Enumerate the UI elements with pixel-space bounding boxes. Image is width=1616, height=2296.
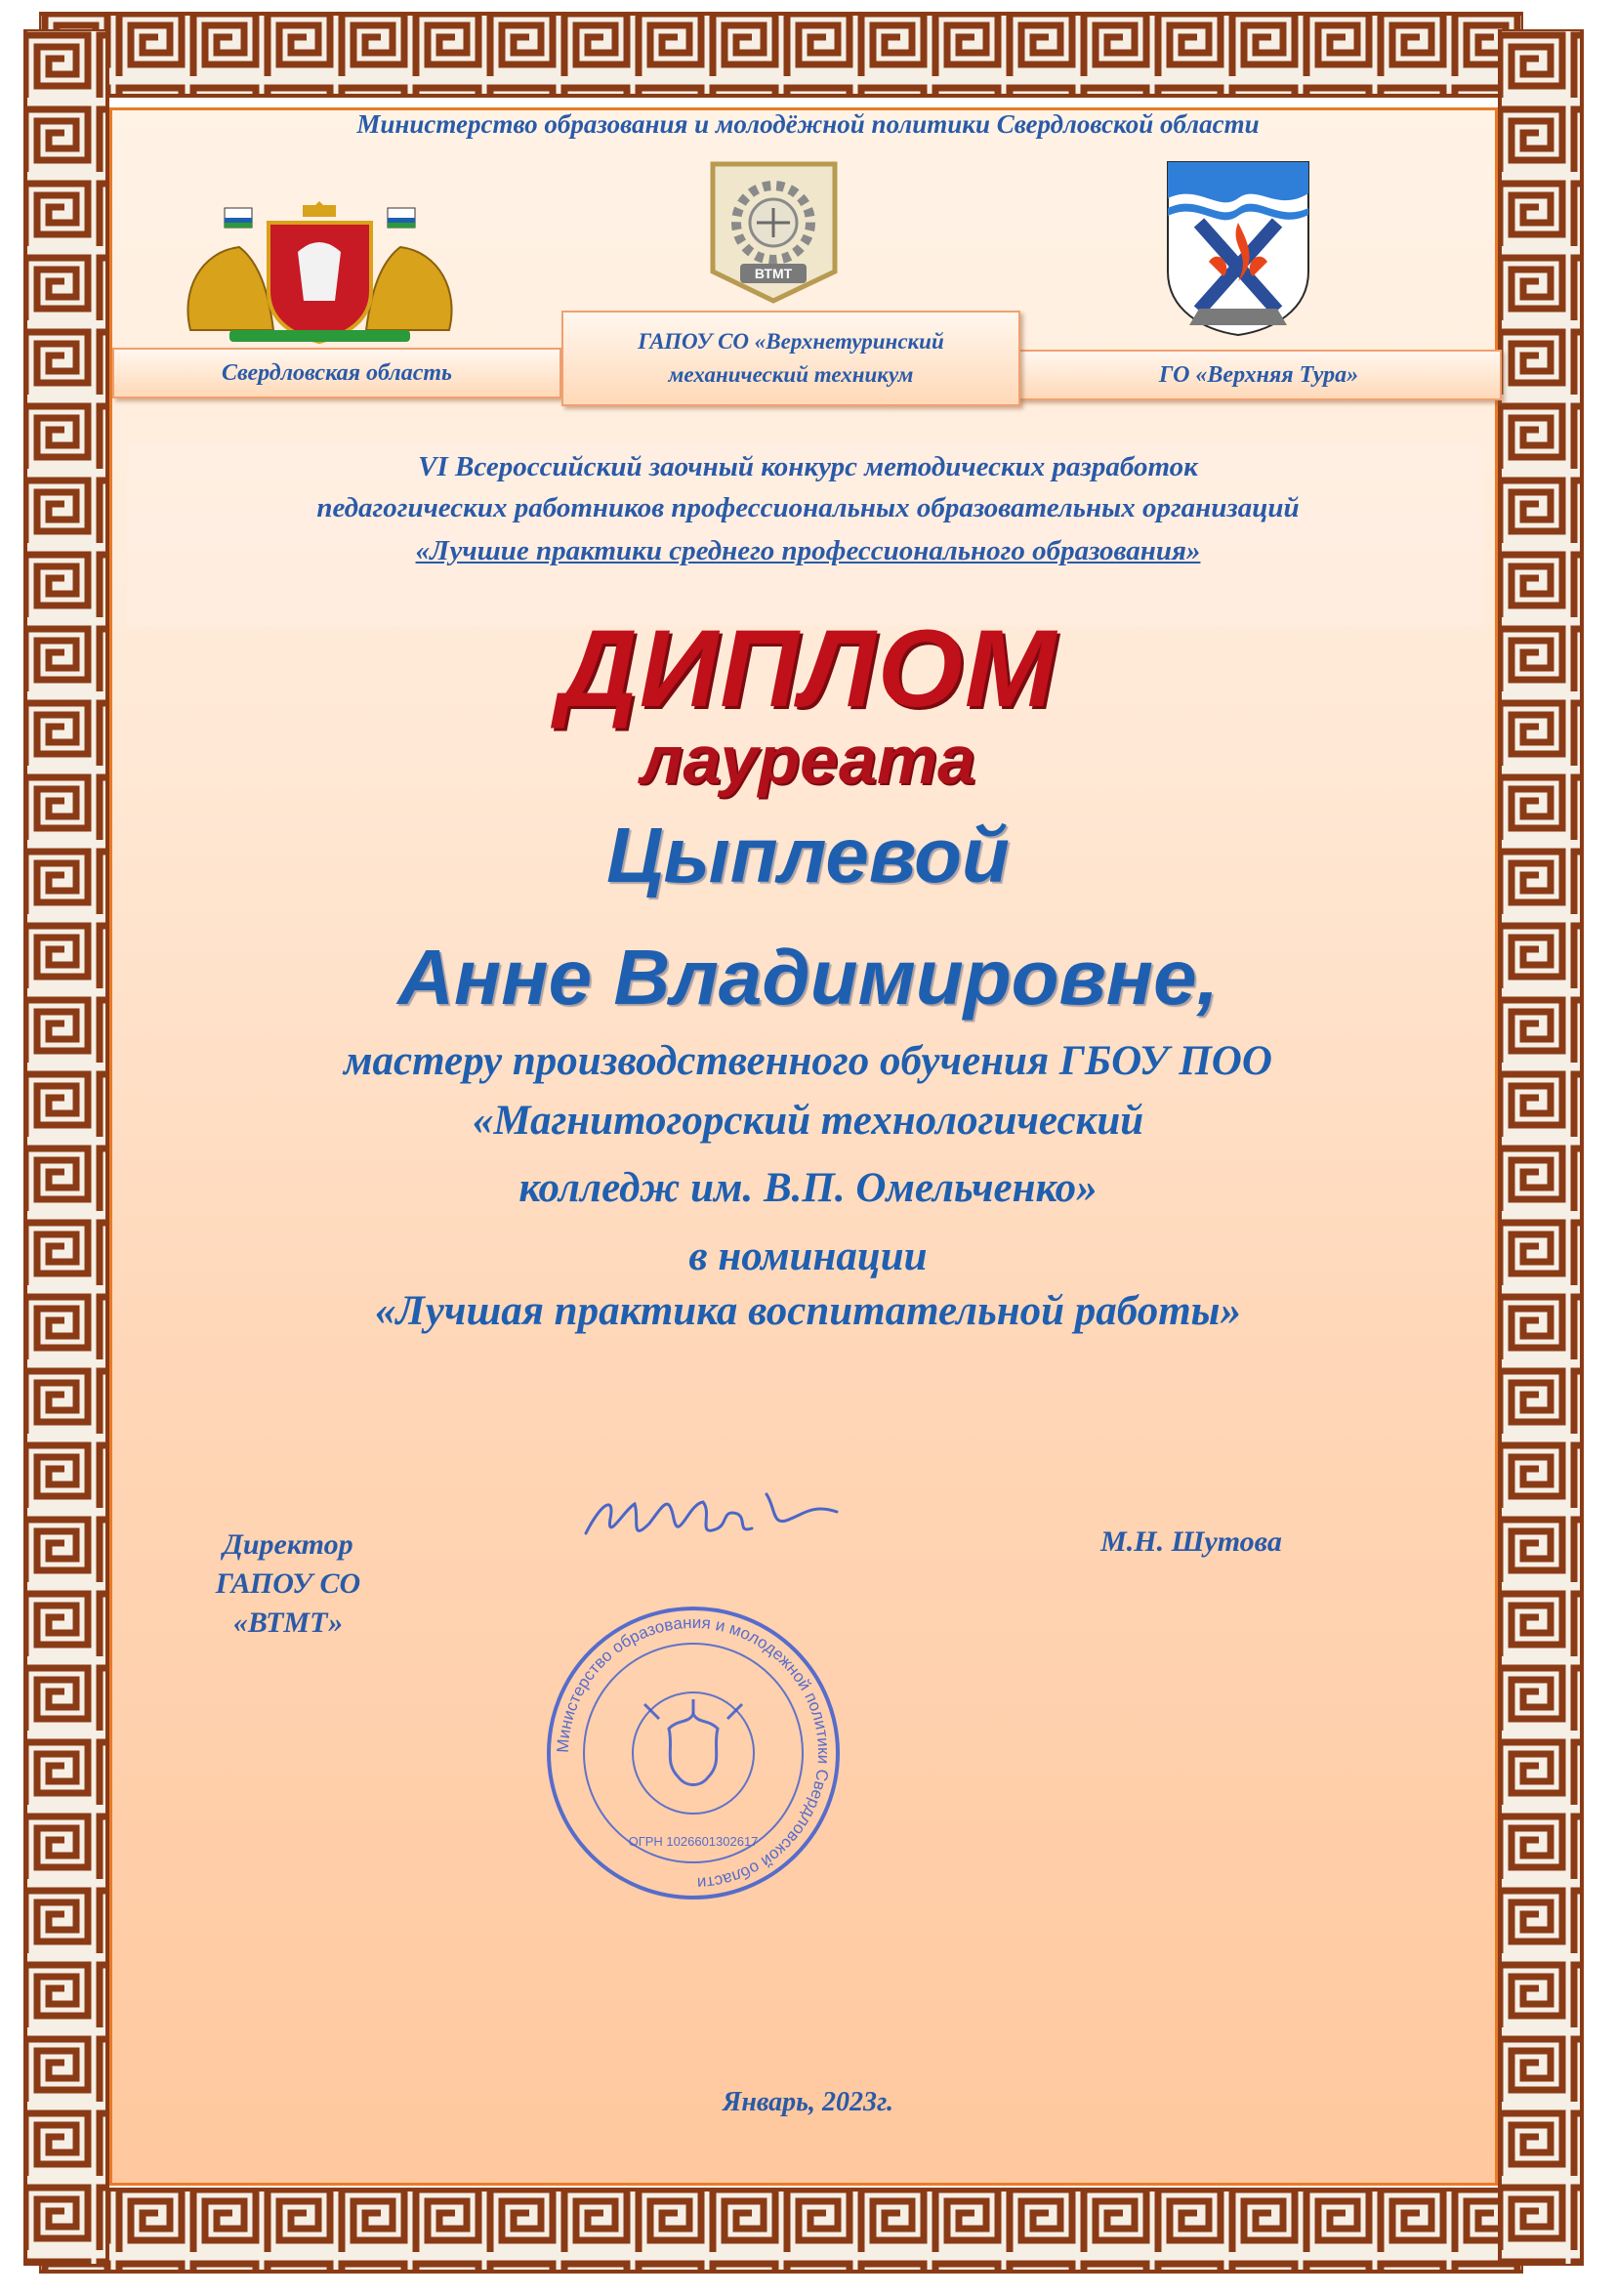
contest-line-2: педагогических работников профессиональных образовательных организаций <box>316 492 1300 523</box>
verkhnyaya-tura-coat-of-arms-icon <box>1160 154 1316 338</box>
nomination-intro: в номинации <box>688 1233 928 1279</box>
director-signature-icon <box>581 1475 845 1563</box>
official-stamp-icon <box>542 1602 845 1904</box>
region-label-box <box>112 348 561 398</box>
stamp-ogrn: ОГРН 1026601302617 <box>628 1834 759 1849</box>
nomination-title: «Лучшая практика воспитательной работы» <box>374 1288 1241 1334</box>
greek-key-border-right <box>1494 29 1587 2266</box>
greek-key-border-bottom <box>39 2184 1523 2281</box>
vtmt-emblem-icon <box>703 154 845 309</box>
contest-line-1: VI Всероссийский заочный конкурс методических разработок <box>418 451 1198 482</box>
recipient-given-names: Анне Владимировне, <box>397 934 1219 1021</box>
recipient-position-line1: мастеру производственного обучения ГБОУ ПОО <box>344 1038 1272 1084</box>
diploma-title: ДИПЛОМ <box>558 607 1058 730</box>
svg-text:Министерство образования и мол <box>554 1613 833 1893</box>
greek-key-border-left <box>20 29 112 2266</box>
municipality-label-box <box>1015 350 1502 400</box>
ministry-heading: Министерство образования и молодёжной политики Свердловской области <box>356 109 1260 139</box>
contest-line-3: «Лучшие практики среднего профессионального образования» <box>415 535 1201 566</box>
director-title-line2: ГАПОУ СО <box>215 1567 361 1600</box>
institution-label-box <box>561 311 1020 406</box>
director-title <box>166 1525 410 1643</box>
vtmt-emblem-label: ВТМТ <box>754 266 793 281</box>
director-title-line1: Директор <box>223 1528 353 1561</box>
recipient-position-line2: «Магнитогорский технологический <box>472 1098 1144 1144</box>
greek-key-border-top <box>39 8 1523 105</box>
recipient-surname: Цыплевой <box>606 812 1010 898</box>
sverdlovsk-coat-of-arms-icon <box>171 184 469 350</box>
issue-date: Январь, 2023г. <box>723 2087 893 2117</box>
director-title-line3: «ВТМТ» <box>232 1607 344 1639</box>
region-label: Свердловская область <box>222 359 452 386</box>
diploma-subtitle: лауреата <box>640 722 976 798</box>
director-name: М.Н. Шутова <box>1100 1525 1282 1558</box>
institution-label-line1: ГАПОУ СО «Верхнетуринский <box>638 329 944 354</box>
institution-label-line2: механический техникум <box>668 362 914 387</box>
recipient-position-line3: колледж им. В.П. Омельченко» <box>518 1165 1098 1211</box>
stamp-outer-text: Министерство образования и молодежной политики Свердловской области <box>553 1612 834 1894</box>
municipality-label: ГО «Верхняя Тура» <box>1158 361 1359 388</box>
